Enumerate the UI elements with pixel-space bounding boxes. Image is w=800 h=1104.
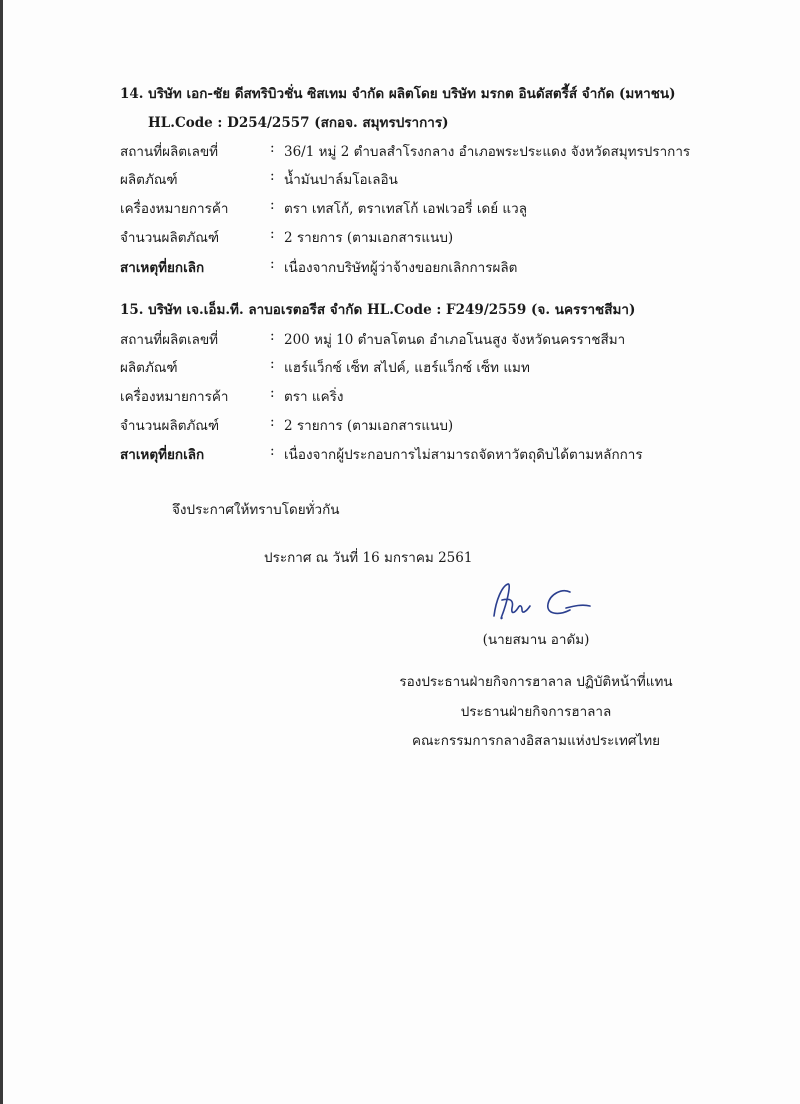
row-colon: : (270, 256, 275, 272)
row-label: เครื่องหมายการค้า (120, 389, 229, 405)
row-label: สาเหตุที่ยกเลิก (120, 260, 205, 276)
row-label: ผลิตภัณฑ์ (120, 172, 178, 188)
row-colon: : (270, 356, 275, 372)
row-colon: : (270, 385, 275, 401)
row-value: 2 รายการ (ตามเอกสารแนบ) (284, 418, 454, 434)
row-colon: : (270, 168, 275, 184)
row-colon: : (270, 443, 275, 459)
announcement-date: ประกาศ ณ วันที่ 16 มกราคม 2561 (264, 550, 473, 566)
row-value: ตรา แคริ่ง (284, 389, 344, 405)
row-colon: : (270, 414, 275, 430)
row-value: น้ำมันปาล์มโอเลอิน (284, 172, 398, 188)
row-label: สาเหตุที่ยกเลิก (120, 447, 205, 463)
row-value: 36/1 หมู่ 2 ตำบลสำโรงกลาง อำเภอพระประแดง จังหวัดสมุทรปราการ (284, 144, 691, 160)
row-colon: : (270, 140, 275, 156)
row-value: เนื่องจากผู้ประกอบการไม่สามารถจัดหาวัตถุดิบได้ตามหลักการ (284, 447, 643, 463)
signatory-title-3: คณะกรรมการกลางอิสลามแห่งประเทศไทย (411, 733, 661, 749)
row-label: สถานที่ผลิตเลขที่ (120, 144, 219, 160)
row-value: 200 หมู่ 10 ตำบลโตนด อำเภอโนนสูง จังหวัดนครราชสีมา (284, 332, 626, 348)
row-label: เครื่องหมายการค้า (120, 201, 229, 217)
row-label: จำนวนผลิตภัณฑ์ (120, 230, 220, 246)
row-label: สถานที่ผลิตเลขที่ (120, 332, 219, 348)
announcement-text: จึงประกาศให้ทราบโดยทั่วกัน (172, 502, 340, 518)
row-label: จำนวนผลิตภัณฑ์ (120, 418, 220, 434)
row-colon: : (270, 328, 275, 344)
scan-edge (0, 0, 3, 1104)
signature-image (484, 578, 594, 624)
row-colon: : (270, 226, 275, 242)
entry-14-hl-code: HL.Code : D254/2557 (สกอจ. สมุทรปราการ) (148, 115, 449, 131)
row-colon: : (270, 197, 275, 213)
signatory-title-1: รองประธานฝ่ายกิจการฮาลาล ปฏิบัติหน้าที่แทน (399, 674, 673, 690)
row-value: ตรา เทสโก้, ตราเทสโก้ เอฟเวอรี่ เดย์ แวลู (284, 201, 527, 217)
entry-15-heading: 15. บริษัท เจ.เอ็ม.ที. ลาบอเรตอรีส จำกัด HL.Code : F249/2559 (จ. นครราชสีมา) (120, 302, 636, 318)
row-value: 2 รายการ (ตามเอกสารแนบ) (284, 230, 454, 246)
signatory-name: (นายสมาน อาดัม) (482, 632, 590, 648)
row-label: ผลิตภัณฑ์ (120, 360, 178, 376)
row-value: เนื่องจากบริษัทผู้ว่าจ้างขอยกเลิกการผลิต (284, 260, 518, 276)
signatory-title-2: ประธานฝ่ายกิจการฮาลาล (460, 704, 612, 720)
row-value: แฮร์แว็กซ์ เซ็ท สไปค์, แฮร์แว็กซ์ เซ็ท แมท (284, 360, 530, 376)
entry-14-heading: 14. บริษัท เอก-ชัย ดีสทริบิวชั่น ซิสเทม จำกัด ผลิตโดย บริษัท มรกต อินดัสตรี้ส์ จำกัด (มหาชน) (120, 86, 676, 102)
